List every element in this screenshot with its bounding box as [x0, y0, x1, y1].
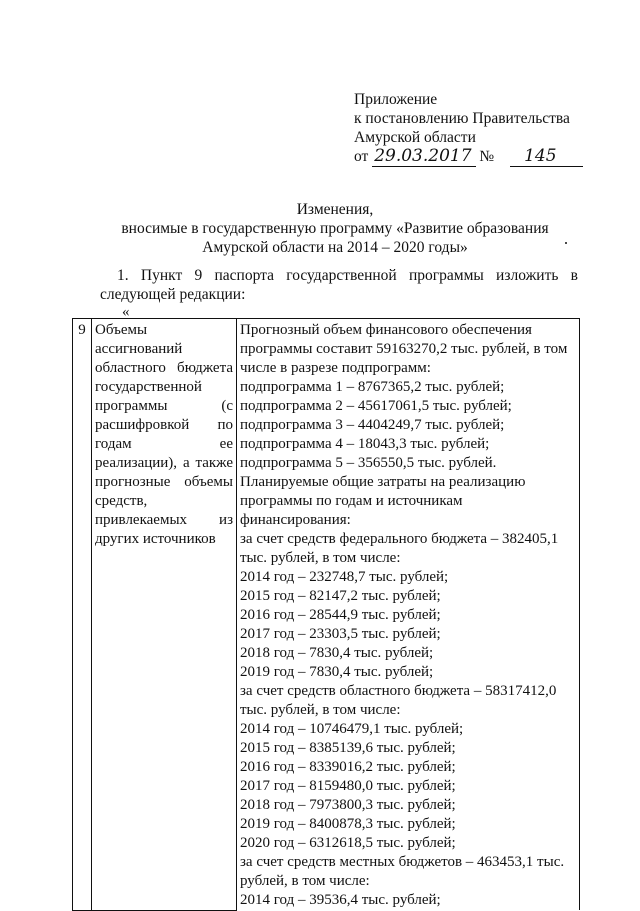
annex-header [354, 90, 583, 167]
title-line-2: вносимые в государственную программу «Развитие образования [121, 220, 549, 237]
funding-line: 2014 год – 232748,7 тыс. рублей; [240, 569, 449, 585]
table-row [73, 319, 580, 911]
funding-line: 2018 год – 7830,4 тыс. рублей; [240, 645, 434, 661]
funding-line: подпрограмма 2 – 45617061,5 тыс. рублей; [240, 398, 512, 414]
document-title [100, 200, 570, 257]
funding-label-cell: Объемы ассигнований областного бюджета государственной программы (с расшифровкой по годам ее реализации), а также прогнозные объемы средств, привлекаемых из других источников [92, 319, 237, 911]
funding-line: 2015 год – 82147,2 тыс. рублей; [240, 588, 441, 604]
funding-line: 2019 год – 7830,4 тыс. рублей; [240, 664, 434, 680]
annex-title: Приложение [354, 91, 438, 108]
funding-line: 2016 год – 8339016,2 тыс. рублей; [240, 759, 456, 775]
annex-resolution: к постановлению Правительства [354, 110, 570, 127]
funding-line: подпрограмма 1 – 8767365,2 тыс. рублей; [240, 379, 505, 395]
number-sign: № [479, 148, 495, 165]
funding-line: 2020 год – 6312618,5 тыс. рублей; [240, 835, 456, 851]
speck-mark [565, 242, 567, 244]
funding-line: 2018 год – 7973800,3 тыс. рублей; [240, 797, 456, 813]
title-line-1: Изменения, [296, 201, 374, 218]
funding-details-cell [237, 319, 580, 911]
annex-region: Амурской области [354, 129, 476, 146]
date-prefix: от [354, 148, 369, 165]
handwritten-date: 29.03.2017 [372, 147, 475, 167]
funding-line: 2014 год – 39536,4 тыс. рублей; [240, 892, 441, 908]
instruction-paragraph: 1. Пункт 9 паспорта государственной программы изложить в следующей редакции: [100, 267, 578, 303]
handwritten-number: 145 [510, 147, 582, 167]
funding-line: подпрограмма 5 – 356550,5 тыс. рублей. [240, 455, 497, 471]
funding-line: 2019 год – 8400878,3 тыс. рублей; [240, 816, 456, 832]
funding-line: 2017 год – 23303,5 тыс. рублей; [240, 626, 441, 642]
title-line-3: Амурской области на 2014 – 2020 годы» [202, 239, 468, 256]
funding-line: за счет средств местных бюджетов – 463453,1 тыс. рублей, в том числе: [240, 854, 565, 889]
funding-line: 2015 год – 8385139,6 тыс. рублей; [240, 740, 456, 756]
funding-line: 2016 год – 28544,9 тыс. рублей; [240, 607, 441, 623]
funding-line: 2017 год – 8159480,0 тыс. рублей; [240, 778, 456, 794]
funding-lines [240, 321, 576, 910]
funding-line: за счет средств федерального бюджета – 382405,1 тыс. рублей, в том числе: [240, 531, 559, 566]
funding-line: подпрограмма 4 – 18043,3 тыс. рублей; [240, 436, 490, 452]
opening-quote: « [122, 304, 130, 320]
funding-line: Прогнозный объем финансового обеспечения программы составит 59163270,2 тыс. рублей, в том числе в разрезе подпрограмм: [240, 322, 568, 376]
annex-date-line [354, 147, 583, 167]
passport-table [72, 318, 580, 911]
funding-line: подпрограмма 3 – 4404249,7 тыс. рублей; [240, 417, 505, 433]
funding-line: Планируемые общие затраты на реализацию программы по годам и источникам финансирования: [240, 474, 526, 528]
row-number-cell: 9 [73, 319, 92, 911]
funding-line: за счет средств областного бюджета – 58317412,0 тыс. рублей, в том числе: [240, 683, 557, 718]
funding-line: 2014 год – 10746479,1 тыс. рублей; [240, 721, 464, 737]
